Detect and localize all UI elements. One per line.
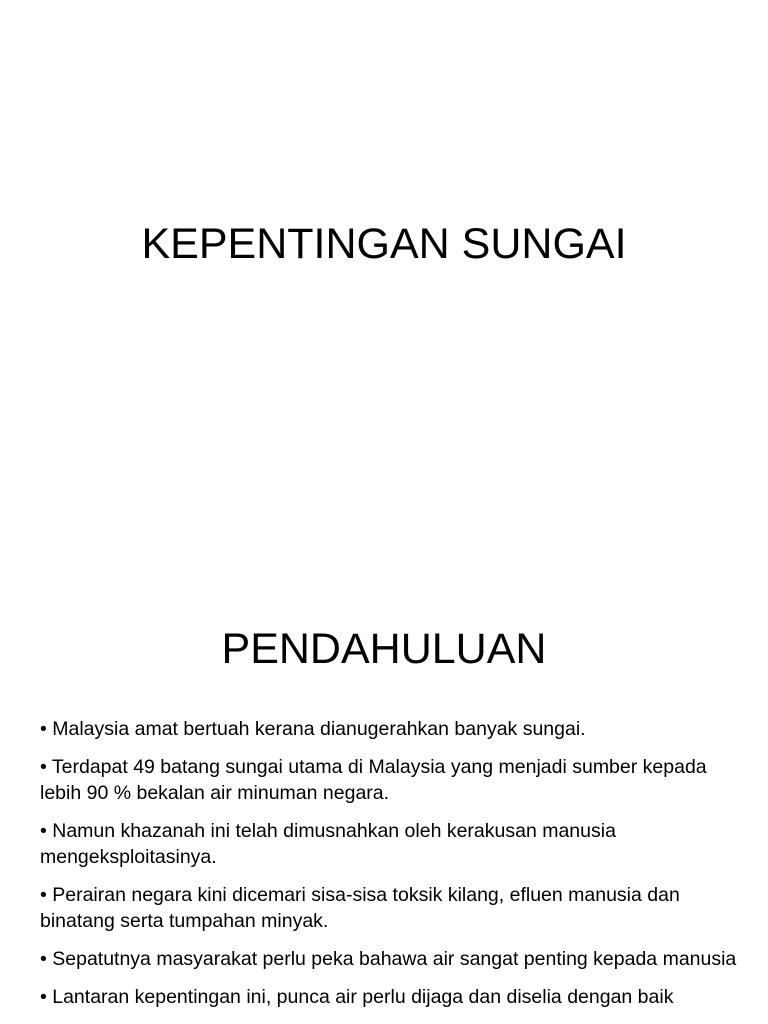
bullet-item: • Namun khazanah ini telah dimusnahkan oleh kerakusan manusia mengeksploitasinya.: [40, 820, 616, 868]
bullet-list: [40, 716, 748, 1022]
slide-title: KEPENTINGAN SUNGAI: [141, 220, 627, 268]
bullet-item: • Lantaran kepentingan ini, punca air perlu dijaga dan diselia dengan baik: [40, 986, 674, 1008]
content-slide: [0, 576, 768, 1024]
bullet-item: • Perairan negara kini dicemari sisa-sisa toksik kilang, efluen manusia dan binatang serta tumpahan minyak.: [40, 884, 680, 932]
bullet-item: • Sepatutnya masyarakat perlu peka bahawa air sangat penting kepada manusia: [40, 948, 737, 970]
bullet-item: • Malaysia amat bertuah kerana dianugerahkan banyak sungai.: [40, 718, 586, 740]
section-heading: PENDAHULUAN: [221, 625, 547, 673]
bullet-item: • Terdapat 49 batang sungai utama di Malaysia yang menjadi sumber kepada lebih 90 % bekalan air minuman negara.: [40, 756, 707, 804]
